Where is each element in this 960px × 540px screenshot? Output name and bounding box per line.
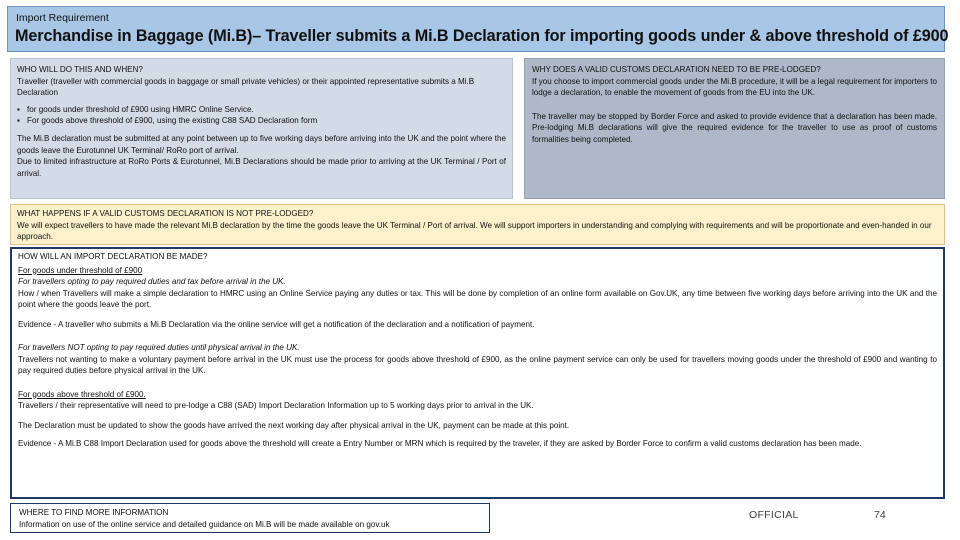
where-text: Information on use of the online service and detailed guidance on Mi.B will be made available on gov.uk [19,519,390,529]
how-panel [10,247,945,499]
who-panel [10,58,513,199]
how-section-under-text: How / when Travellers will make a simple declaration to HMRC using an Online Service paying any duties or tax. This will be done by completion of an online form available on Gov.UK, any time between five working days before arriving into the UK and the point where the goods leave the port. [18,288,937,309]
how-heading: HOW WILL AN IMPORT DECLARATION BE MADE? [18,252,208,261]
why-para-legal: If you choose to import commercial goods under the Mi.B procedure, it will be a legal requirement for importers to lodge a declaration, to enable the movement of goods from the EU into the UK. [532,76,937,98]
what-text: We will expect travellers to have made the relevant Mi.B declaration by the time the goods leave the UK Terminal / Port of arrival. We will support importers in understanding and complying with requirements and will be proportionate and even-handed in our approach. [17,220,932,242]
where-panel [10,503,490,533]
header-kicker: Import Requirement [16,12,109,24]
how-section-under-subtitle: For travellers opting to pay required duties and tax before arrival in the UK. [18,277,286,286]
who-bullet: ▪ for goods under threshold of £900 using HMRC Online Service. [17,104,506,116]
where-heading: WHERE TO FIND MORE INFORMATION [19,508,169,517]
who-para-timing: The Mi.B declaration must be submitted at any point between up to five working days before arriving into the UK and the point where the goods leave the Eurotunnel UK Terminal/ RoRo port of arrival. [17,133,506,155]
how-section-above-title: For goods above threshold of £900. [18,389,146,399]
what-heading: WHAT HAPPENS IF A VALID CUSTOMS DECLARATION IS NOT PRE-LODGED? [17,209,314,218]
header-banner [7,6,949,52]
who-heading: WHO WILL DO THIS AND WHEN? [17,65,143,74]
how-section-under-title: For goods under threshold of £900 [18,265,143,275]
why-para-evidence: The traveller may be stopped by Border Force and asked to provide evidence that a declaration has been made. Pre-lodging Mi.B declarations will give the required evidence for the traveller to use as proof of customs formalities being completed. [532,111,937,144]
who-intro: Traveller (traveller with commercial goods in baggage or small private vehicles) or their appointed representative submits a Mi.B Declaration [17,76,475,98]
what-panel [10,204,945,245]
who-bullet: ▪ For goods above threshold of £900, using the existing C88 SAD Declaration form [17,115,506,127]
classification-label: OFFICIAL [749,509,799,521]
how-section-above-evidence: Evidence - A Mi.B C88 Import Declaration used for goods above the threshold will create a Entry Number or MRN which is required by the traveler, if they are asked by Border Force to confirm a valid customs declaration has been made. [18,439,862,448]
how-section-notpaying-text: Travellers not wanting to make a voluntary payment before arrival in the UK must use the process for goods above threshold of £900, as the online payment service can only be used for travellers moving goods under the threshold of £900 and wanting to pay required duties before physical arrival in the UK. [18,354,937,375]
who-para-infrastructure: Due to limited infrastructure at RoRo Ports & Eurotunnel, Mi.B Declarations should be made prior to arriving at the UK Terminal / Port of arrival. [17,157,506,178]
page-number: 74 [874,509,886,521]
who-bullet-list [17,104,506,127]
how-section-under-evidence: Evidence - A traveller who submits a Mi.B Declaration via the online service will get a notification of the declaration and a notification of payment. [18,319,535,329]
page-title: Merchandise in Baggage (Mi.B)– Traveller submits a Mi.B Declaration for importing goods under & above threshold of £900 [15,27,949,45]
how-section-above-text: Travellers / their representative will need to pre-lodge a C88 (SAD) Import Declaration Information up to 5 working days prior to arrival in the UK. [18,401,534,410]
why-panel [524,58,945,199]
why-heading: WHY DOES A VALID CUSTOMS DECLARATION NEED TO BE PRE-LODGED? [532,65,821,74]
how-section-notpaying-subtitle: For travellers NOT opting to pay required duties until physical arrival in the UK. [18,343,300,352]
how-section-above-update: The Declaration must be updated to show the goods have arrived the next working day after physical arrival in the UK, payment can be made at this point. [18,420,570,430]
